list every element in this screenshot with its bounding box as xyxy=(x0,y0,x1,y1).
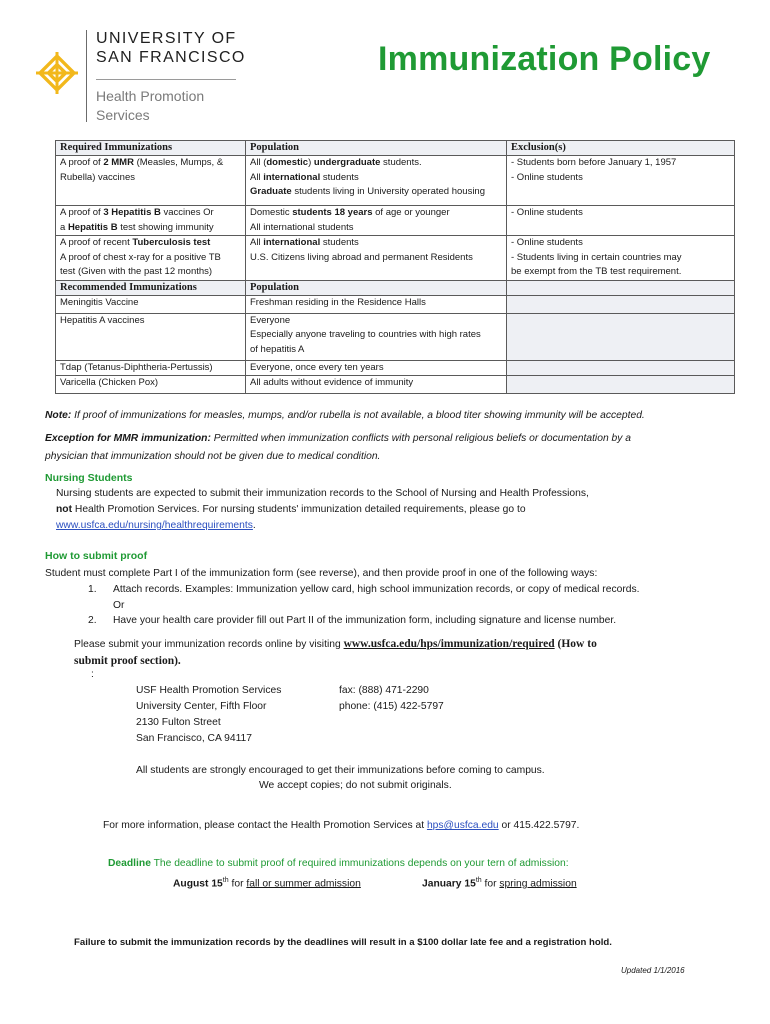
submit-or: Or xyxy=(113,600,125,611)
online-submit-paragraph: Please submit your immunization records online by visiting www.usfca.edu/hps/immunization/required (How to submit proof section). xyxy=(74,638,597,667)
mmr-exclusions: - Students born before January 1, 1957 - Online students xyxy=(507,156,735,206)
header-recommended: Recommended Immunizations xyxy=(56,280,246,295)
late-fee-warning: Failure to submit the immunization records by the deadlines will result in a $100 dollar late fee and a registration hold. xyxy=(74,937,612,948)
note-label: Note: xyxy=(45,410,72,421)
exception-paragraph: Exception for MMR immunization: Permitted when immunization conflicts with personal religious beliefs or documentation by a physician that immunization should not be given due to medical condition. xyxy=(45,433,631,462)
deadline-spring: January 15th for spring admission xyxy=(422,877,577,890)
nursing-paragraph: Nursing students are expected to submit their immunization records to the School of Nursing and Health Professions, not Health Promotion Services. For nursing students' immunization detailed requirements, please go to www.usfca.edu/nursing/healthrequirements. xyxy=(56,488,589,531)
colon-mark: : xyxy=(91,669,94,680)
submit-item-2: Have your health care provider fill out Part II of the immunization form, including signature and license number. xyxy=(113,615,617,626)
email-link[interactable]: hps@usfca.edu xyxy=(426,820,499,831)
recommended-population: Freshman residing in the Residence Halls xyxy=(246,296,507,314)
submit-item-2-number: 2. xyxy=(88,615,97,626)
fax-number: fax: (888) 471-2290 xyxy=(339,685,429,696)
mailing-address: USF Health Promotion Services University Center, Fifth Floor 2130 Fulton Street San Francisco, CA 94117 xyxy=(136,685,282,744)
header-required: Required Immunizations xyxy=(56,141,246,156)
more-info: For more information, please contact the Health Promotion Services at hps@usfca.edu or 415.422.5797. xyxy=(103,820,580,831)
recommended-vaccine: Meningitis Vaccine xyxy=(56,296,246,314)
blank-cell xyxy=(507,314,735,361)
hepb-exclusions: - Online students xyxy=(507,206,735,236)
logo-department: Health Promotion Services xyxy=(96,88,205,123)
mmr-requirement: A proof of 2 MMR (Measles, Mumps, & Rubella) vaccines xyxy=(56,156,246,206)
hepb-requirement: A proof of 3 Hepatitis B vaccines Or a Hepatitis B test showing immunity xyxy=(56,206,246,236)
recommended-population: Everyone, once every ten years xyxy=(246,361,507,376)
page-title: Immunization Policy xyxy=(378,40,711,78)
logo-rule xyxy=(96,79,236,80)
deadline-line: Deadline The deadline to submit proof of required immunizations depends on your tern of admission: xyxy=(108,858,569,869)
table-row xyxy=(56,296,735,314)
immunization-required-link[interactable]: www.usfca.edu/hps/immunization/required xyxy=(343,638,555,650)
tb-population: All international students U.S. Citizens living abroad and permanent Residents xyxy=(246,236,507,280)
header-recommended-population: Population xyxy=(246,280,507,295)
mmr-population: All (domestic) undergraduate students. All international students Graduate students living in University operated housing xyxy=(246,156,507,206)
recommended-vaccine: Varicella (Chicken Pox) xyxy=(56,376,246,394)
recommended-vaccine: Tdap (Tetanus-Diphtheria-Pertussis) xyxy=(56,361,246,376)
tb-requirement: A proof of recent Tuberculosis test A proof of chest x-ray for a positive TB test (Given with the past 12 months) xyxy=(56,236,246,280)
blank-cell xyxy=(507,280,735,295)
blank-cell xyxy=(507,376,735,394)
recommended-population: All adults without evidence of immunity xyxy=(246,376,507,394)
contact-numbers xyxy=(339,683,444,715)
recommended-population: Everyone Especially anyone traveling to countries with high rates of hepatitis A xyxy=(246,314,507,361)
nursing-requirements-link[interactable]: www.usfca.edu/nursing/healthrequirements xyxy=(56,520,253,531)
immunization-table xyxy=(55,140,735,394)
tb-exclusions: - Online students - Students living in certain countries may be exempt from the TB test requirement. xyxy=(507,236,735,280)
nursing-heading: Nursing Students xyxy=(45,472,133,484)
deadline-fall: August 15th for fall or summer admission xyxy=(173,877,361,890)
blank-cell xyxy=(507,361,735,376)
header-population: Population xyxy=(246,141,507,156)
note-paragraph xyxy=(45,407,645,425)
header-exclusions: Exclusion(s) xyxy=(507,141,735,156)
submit-item-1: Attach records. Examples: Immunization yellow card, high school immunization records, or copy of medical records. xyxy=(113,584,640,595)
encourage-line-1: All students are strongly encouraged to get their immunizations before coming to campus. xyxy=(136,765,545,776)
recommended-vaccine: Hepatitis A vaccines xyxy=(56,314,246,361)
recommended-header-row xyxy=(56,280,735,295)
table-row-hepatitis-b xyxy=(56,206,735,236)
table-row-mmr xyxy=(56,156,735,206)
phone-number: phone: (415) 422-5797 xyxy=(339,701,444,712)
usf-logo-mark xyxy=(34,50,80,96)
encourage-line-2: We accept copies; do not submit originals. xyxy=(259,780,452,791)
table-row-tuberculosis xyxy=(56,236,735,280)
table-row xyxy=(56,314,735,361)
blank-cell xyxy=(507,296,735,314)
submit-heading: How to submit proof xyxy=(45,550,148,562)
hepb-population: Domestic students 18 years of age or younger All international students xyxy=(246,206,507,236)
table-header-row xyxy=(56,141,735,156)
submit-intro: Student must complete Part I of the immunization form (see reverse), and then provide proof in one of the following ways: xyxy=(45,568,598,579)
logo-university-name: UNIVERSITY OF SAN FRANCISCO xyxy=(96,30,246,66)
deadline-label: Deadline xyxy=(108,858,151,869)
note-text: If proof of immunizations for measles, mumps, and/or rubella is not available, a blood titer showing immunity will be accepted. xyxy=(71,410,645,421)
submit-item-1-number: 1. xyxy=(88,584,97,595)
logo-divider xyxy=(86,30,87,122)
table-row xyxy=(56,361,735,376)
updated-date: Updated 1/1/2016 xyxy=(621,966,685,975)
exception-label: Exception for MMR immunization: xyxy=(45,433,211,444)
table-row xyxy=(56,376,735,394)
